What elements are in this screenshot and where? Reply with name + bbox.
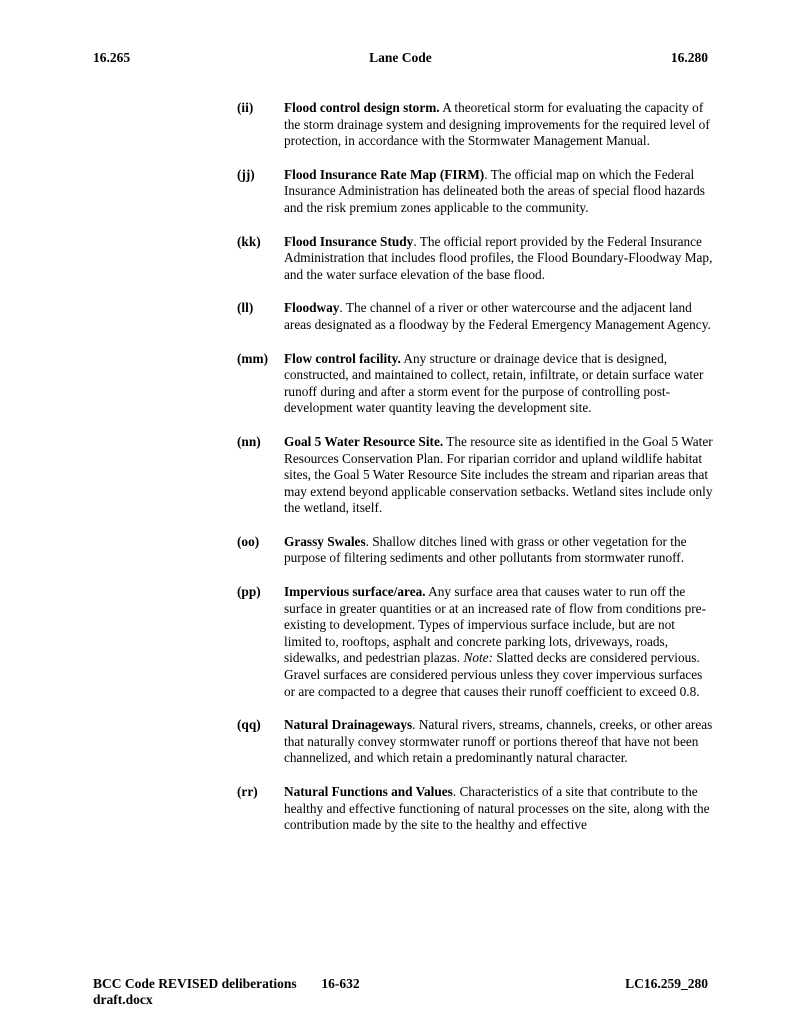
definition-item xyxy=(237,300,714,333)
definition-item xyxy=(237,584,714,700)
definition-item xyxy=(237,351,714,417)
definitions-list xyxy=(237,100,714,851)
footer-doc-ref: LC16.259_280 xyxy=(625,976,708,991)
header-left-section-number: 16.265 xyxy=(93,50,131,65)
definition-item xyxy=(237,784,714,834)
definition-text xyxy=(284,300,714,333)
header-right-section-number: 16.280 xyxy=(670,50,708,65)
definition-item xyxy=(237,534,714,567)
definition-term: Natural Drainageways xyxy=(284,717,413,733)
definition-term: Natural Functions and Values xyxy=(284,784,453,799)
definition-body: . The channel of a river or other watercourse and the adjacent land areas designated as a floodway by the Federal Emergency Management Agency. xyxy=(284,300,711,332)
definition-label: (oo) xyxy=(237,533,260,549)
definition-text xyxy=(284,717,714,767)
definition-body: . Shallow ditches lined with grass or other vegetation for the purpose of filtering sediments and other pollutants from stormwater runoff. xyxy=(284,533,687,566)
definition-item xyxy=(237,434,714,517)
definition-body: A theoretical storm for evaluating the capacity of the storm drainage system and designing improvements for the required level of protection, in accordance with the Stormwater Management Manual. xyxy=(284,100,710,149)
definition-term: Grassy Swales xyxy=(284,533,366,549)
definition-label: (ii) xyxy=(237,100,254,115)
definition-item xyxy=(237,234,714,284)
definition-text xyxy=(284,234,714,284)
definition-label: (kk) xyxy=(237,233,261,249)
definition-text xyxy=(284,434,714,517)
definition-body: Any structure or drainage device that is designed, constructed, and maintained to collect, retain, infiltrate, or detain surface water runoff during and after a storm event for the purpose of controlling post-development water quantity leaving the development site. xyxy=(284,350,704,416)
definition-item xyxy=(237,167,714,217)
definition-text xyxy=(284,351,714,417)
definition-body: . Characteristics of a site that contribute to the healthy and effective functioning of natural processes on the site, along with the contribution made by the site to the healthy and effective xyxy=(284,784,710,833)
definition-term: Impervious surface/area. xyxy=(284,584,426,600)
definition-item xyxy=(237,100,714,150)
footer-page-number: 16-632 xyxy=(321,976,360,991)
definition-item xyxy=(237,717,714,767)
footer-filename: BCC Code REVISED deliberations draft.docx xyxy=(93,976,297,1007)
definition-term: Flow control facility. xyxy=(284,350,401,366)
definition-body: . The official map on which the Federal Insurance Administration has delineated both the areas of special flood hazards and the risk premium zones applicable to the community. xyxy=(284,166,705,215)
page-footer xyxy=(93,976,708,1008)
definition-text xyxy=(284,534,714,567)
definition-text xyxy=(284,100,714,150)
definition-body: . Natural rivers, streams, channels, creeks, or other areas that naturally convey stormwater runoff or portions thereof that have not been channelized, and which retain a predominantly natural character. xyxy=(284,717,713,766)
definition-label: (pp) xyxy=(237,584,261,600)
definition-label: (jj) xyxy=(237,166,255,182)
definition-label: (rr) xyxy=(237,784,258,799)
definition-term: Flood Insurance Rate Map (FIRM) xyxy=(284,166,485,182)
definition-text xyxy=(284,167,714,217)
definition-body: Any surface area that causes water to run off the surface in greater quantities or at an increased rate of flow from conditions pre-existing to development. Types of impervious surface include, but are not limited to, rooftops, asphalt and concrete parking lots, driveways, roads, sidewalks, and pedestrian plazas. xyxy=(284,584,707,666)
definition-label: (ll) xyxy=(237,300,254,316)
definition-text xyxy=(284,584,714,700)
definition-body: The resource site as identified in the Goal 5 Water Resources Conservation Plan. For riparian corridor and upland wildlife habitat sites, the Goal 5 Water Resource Site includes the stream and riparian areas that may extend beyond applicable conservation setbacks. Wetland sites include only the wetland, itself. xyxy=(284,433,713,516)
definition-term: Floodway xyxy=(284,300,340,316)
definition-text xyxy=(284,784,714,834)
definition-term: Flood control design storm. xyxy=(284,100,440,115)
definition-term: Flood Insurance Study xyxy=(284,233,414,249)
definition-label: (mm) xyxy=(237,350,269,366)
definition-body: . The official report provided by the Federal Insurance Administration that includes flood profiles, the Flood Boundary-Floodway Map, and the water surface elevation of the base flood. xyxy=(284,233,713,282)
page-header xyxy=(93,50,708,66)
definition-body: Slatted decks are considered pervious. Gravel surfaces are considered pervious unless they cover impervious surfaces or are compacted to a degree that causes their runoff coefficient to exceed 0.8. xyxy=(284,650,703,699)
definition-note: Note: xyxy=(463,650,493,666)
header-title: Lane Code xyxy=(369,50,432,65)
definition-label: (nn) xyxy=(237,433,261,449)
definition-term: Goal 5 Water Resource Site. xyxy=(284,433,444,449)
definition-label: (qq) xyxy=(237,717,261,733)
